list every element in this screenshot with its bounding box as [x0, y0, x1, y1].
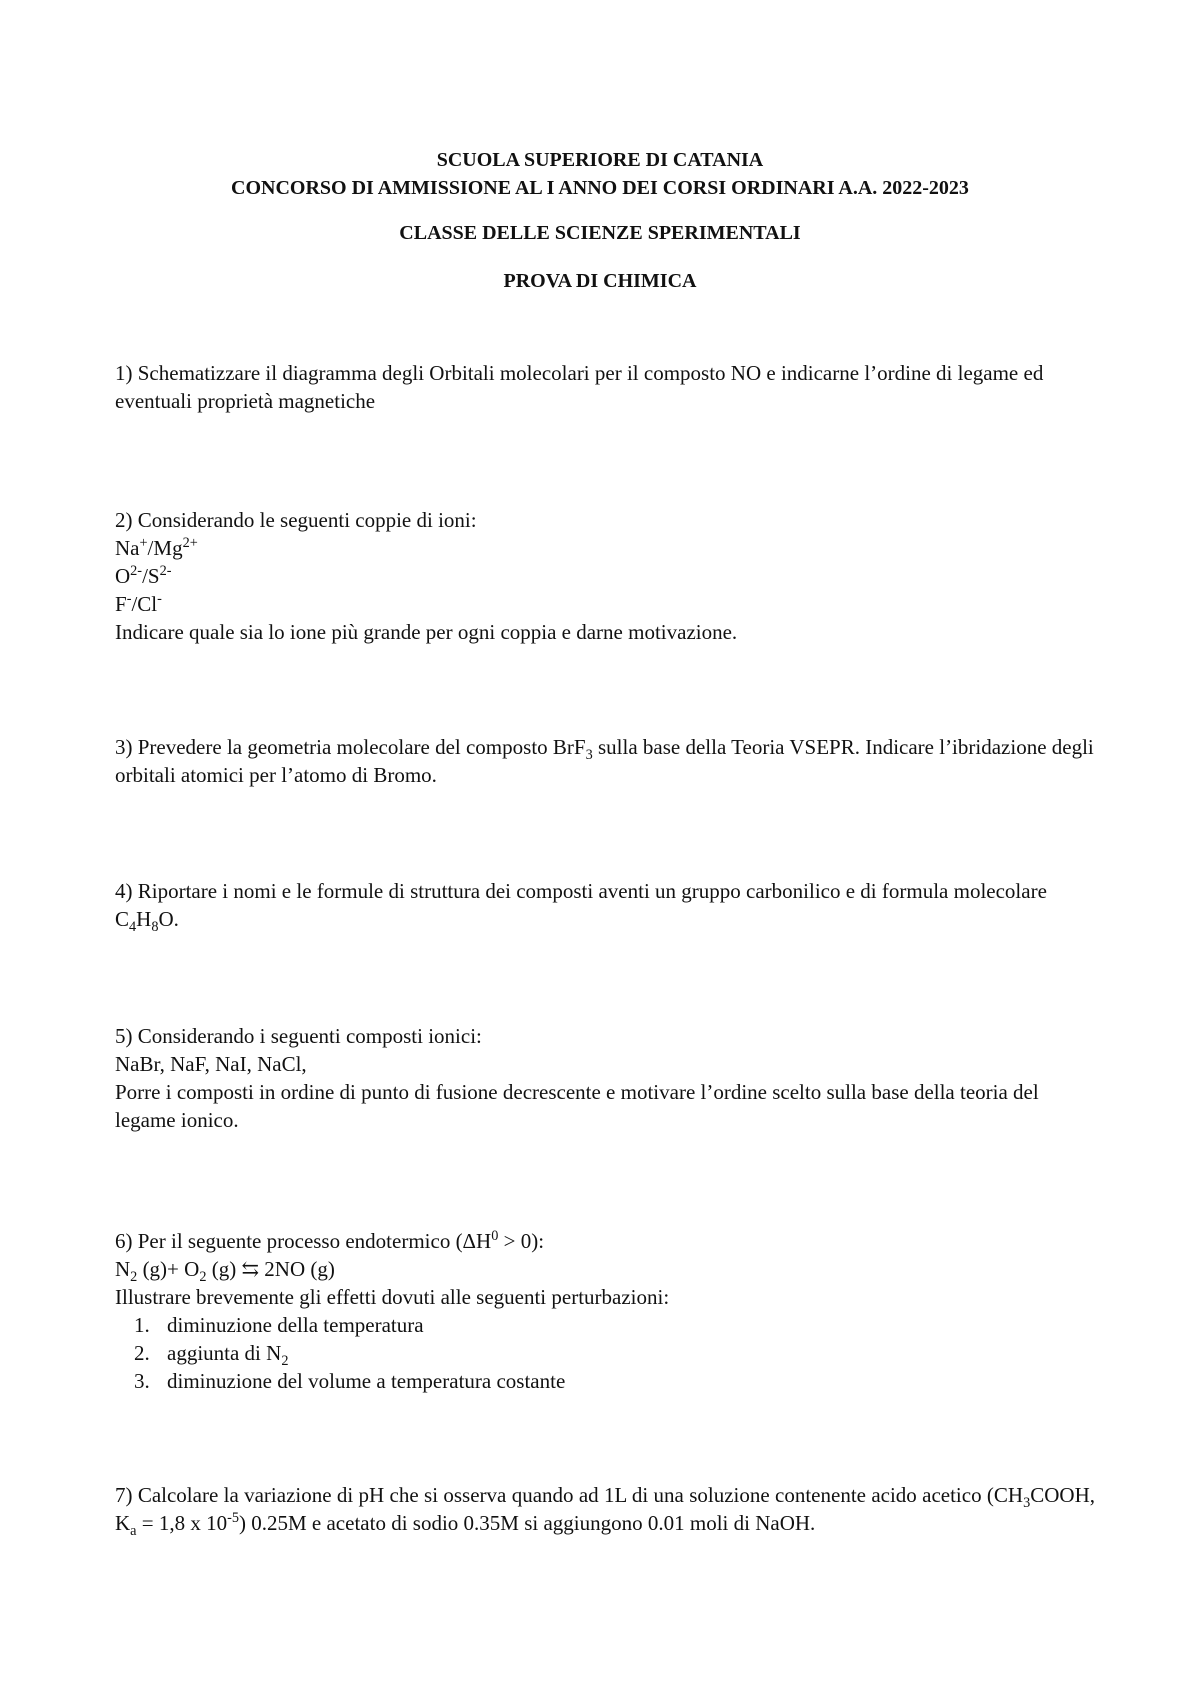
- list-item: 3. diminuzione del volume a temperatura costante: [155, 1367, 1095, 1395]
- compound-list: NaBr, NaF, NaI, NaCl,: [115, 1052, 307, 1076]
- reaction-equation: $N_2$ $(g)+ O_2$ (g) ⇆ 2NO (g): [115, 1257, 335, 1286]
- question-3-text: 3) Prevedere la geometria molecolare del composto BrF$_3$ sulla base della Teoria VSEPR. Indicare l’ibridazione degli orbitali atomici per l’atomo di Bromo.: [115, 735, 1094, 787]
- question-7: [115, 1481, 1095, 1540]
- question-4: [115, 877, 1095, 936]
- contest-title: CONCORSO DI AMMISSIONE AL I ANNO DEI CORSI ORDINARI A.A. 2022-2023: [231, 177, 969, 199]
- question-2: [115, 506, 1095, 646]
- question-5: [115, 1022, 1095, 1134]
- question-6: [115, 1227, 1095, 1395]
- question-2-intro: 2) Considerando le seguenti coppie di ioni:: [115, 508, 477, 532]
- question-1-text: 1) Schematizzare il diagramma degli Orbitali molecolari per il composto NO e indicarne l’ordine di legame ed eventuali proprietà magnetiche: [115, 361, 1044, 413]
- list-item: 1. diminuzione della temperatura: [155, 1311, 1095, 1339]
- class-title: CLASSE DELLE SCIENZE SPERIMENTALI: [399, 222, 801, 244]
- question-6-intro: 6) Per il seguente processo endotermico $(\Delta H^0 > 0)$:: [115, 1228, 545, 1253]
- list-item: 2. aggiunta di $N_2$: [155, 1339, 1095, 1367]
- question-5-instruction: Porre i composti in ordine di punto di fusione decrescente e motivare l’ordine scelto sulla base della teoria del legame ionico.: [115, 1080, 1039, 1132]
- perturbation-list: [115, 1311, 1095, 1395]
- question-5-intro: 5) Considerando i seguenti composti ionici:: [115, 1024, 482, 1048]
- question-3: [115, 733, 1095, 789]
- question-6-instruction: Illustrare brevemente gli effetti dovuti alle seguenti perturbazioni:: [115, 1285, 670, 1309]
- ion-pair: $O^{2-}/S^{2-}$: [115, 563, 172, 588]
- ion-pair: F-/Cl-: [115, 591, 162, 616]
- question-4-text: 4) Riportare i nomi e le formule di struttura dei composti aventi un gruppo carbonilico e di formula molecolare $C_4H_8O$.: [115, 879, 1047, 936]
- question-7-text: 7) Calcolare la variazione di pH che si osserva quando ad 1L di una soluzione contenente acido acetico ($CH_3COOH$, $K_a = 1,8$ x $10^{-5}$) 0.25M e acetato di sodio 0.35M si aggiungono 0.01 moli di NaOH.: [115, 1483, 1095, 1540]
- question-1: [115, 359, 1095, 415]
- question-2-instruction: Indicare quale sia lo ione più grande per ogni coppia e darne motivazione.: [115, 620, 738, 644]
- school-name: SCUOLA SUPERIORE DI CATANIA: [436, 149, 764, 171]
- exam-title: PROVA DI CHIMICA: [503, 270, 697, 292]
- ion-pair: $Na^+/Mg^{2+}$: [115, 535, 198, 560]
